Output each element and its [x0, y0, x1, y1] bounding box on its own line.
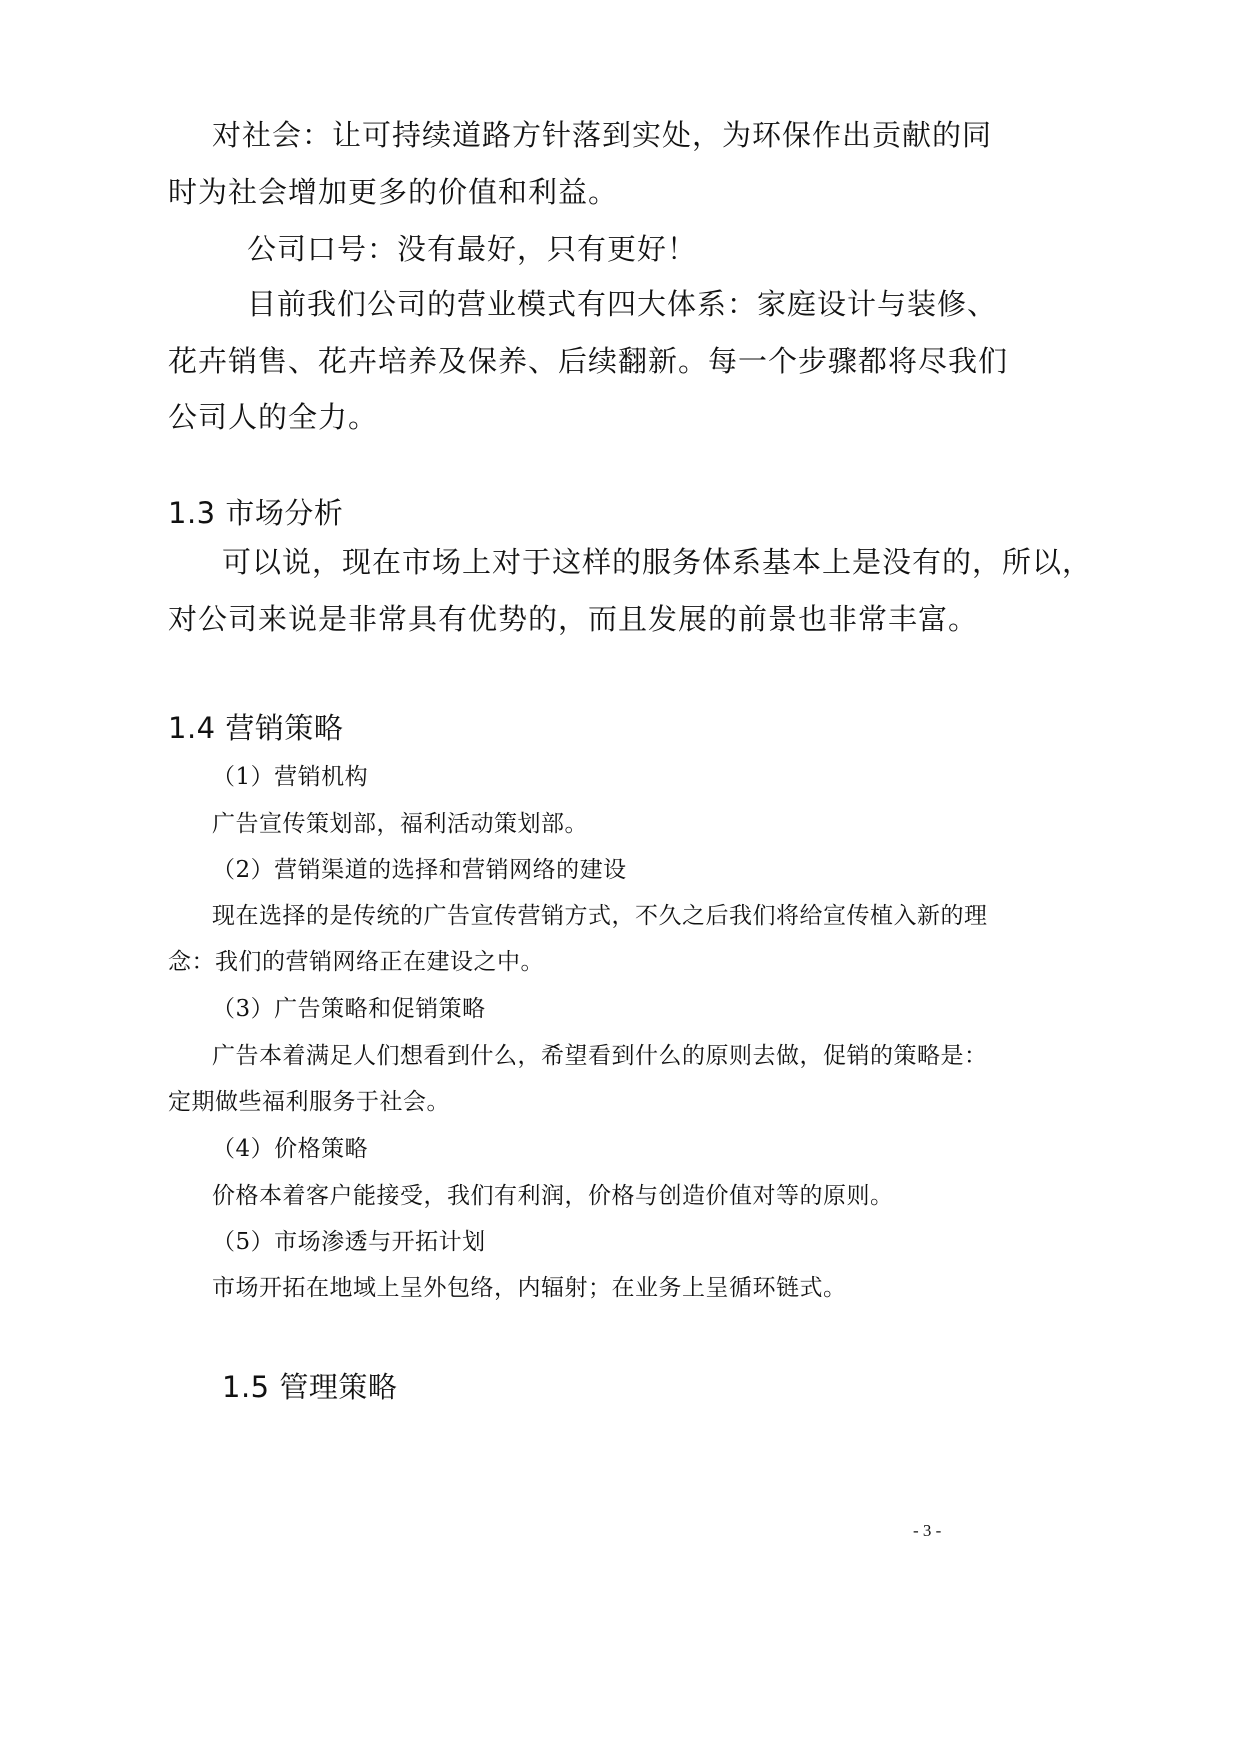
section-heading-marketing-strategy: 1.4 营销策略 — [168, 711, 344, 745]
marketing-item-1-text: 广告宣传策划部，福利活动策划部。 — [212, 811, 588, 837]
marketing-item-4-text: 价格本着客户能接受，我们有利润，价格与创造价值对等的原则。 — [212, 1183, 894, 1209]
marketing-item-4-title: （4）价格策略 — [212, 1136, 369, 1162]
marketing-item-5-title: （5）市场渗透与开拓计划 — [212, 1229, 486, 1255]
marketing-item-3-title: （3）广告策略和促销策略 — [212, 996, 486, 1022]
business-model-line-1: 目前我们公司的营业模式有四大体系：家庭设计与装修、 — [247, 287, 998, 321]
market-analysis-line-2: 对公司来说是非常具有优势的，而且发展的前景也非常丰富。 — [168, 602, 979, 636]
marketing-item-3-text-line-1: 广告本着满足人们想看到什么，希望看到什么的原则去做，促销的策略是： — [212, 1043, 988, 1069]
marketing-item-1-title: （1）营销机构 — [212, 764, 369, 790]
marketing-item-3-text-line-2: 定期做些福利服务于社会。 — [168, 1089, 450, 1115]
society-paragraph-line-1: 对社会：让可持续道路方针落到实处，为环保作出贡献的同 — [212, 118, 993, 152]
business-model-line-3: 公司人的全力。 — [168, 400, 379, 434]
marketing-item-2-text-line-1: 现在选择的是传统的广告宣传营销方式，不久之后我们将给宣传植入新的理 — [212, 903, 988, 929]
business-model-line-2: 花卉销售、花卉培养及保养、后续翻新。每一个步骤都将尽我们 — [168, 344, 1009, 378]
section-heading-management-strategy: 1.5 管理策略 — [222, 1370, 398, 1404]
marketing-item-2-title: （2）营销渠道的选择和营销网络的建设 — [212, 857, 627, 883]
market-analysis-line-1: 可以说，现在市场上对于这样的服务体系基本上是没有的，所以， — [222, 545, 1093, 579]
marketing-item-5-text: 市场开拓在地域上呈外包络，内辐射；在业务上呈循环链式。 — [212, 1275, 847, 1301]
marketing-item-2-text-line-2: 念：我们的营销网络正在建设之中。 — [168, 949, 544, 975]
society-paragraph-line-2: 时为社会增加更多的价值和利益。 — [168, 175, 619, 209]
page-number: - 3 - — [913, 1521, 942, 1540]
section-heading-market-analysis: 1.3 市场分析 — [168, 496, 344, 530]
company-slogan: 公司口号：没有最好，只有更好！ — [247, 232, 698, 266]
